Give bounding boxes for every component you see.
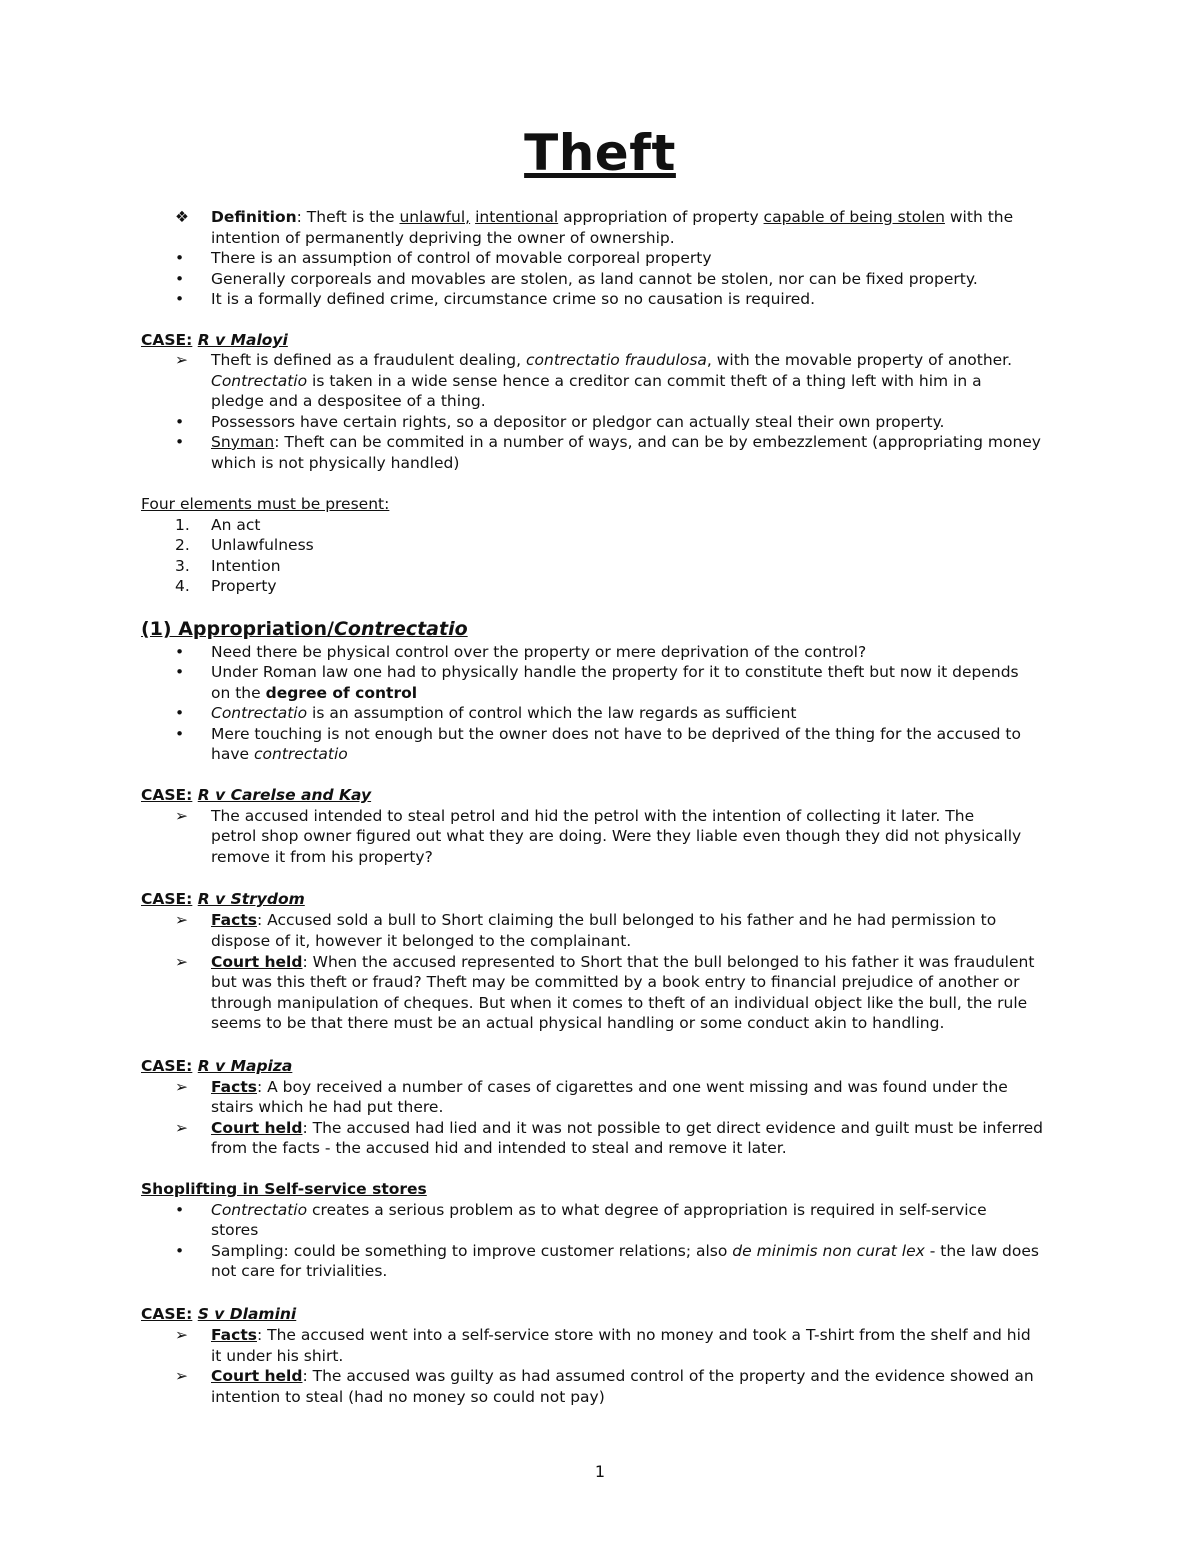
- case-bullet: Possessors have certain rights, so a depositor or pledgor can actually steal their own property.: [211, 413, 945, 431]
- page-number: 1: [594, 1462, 606, 1481]
- case-facts: Facts: The accused went into a self-service store with no money and took a T-shirt from the shelf and hid: [211, 1326, 1031, 1344]
- section-bullet-cont: stores: [211, 1221, 259, 1239]
- page-title: Theft: [524, 124, 676, 182]
- case-text: remove it from his property?: [211, 848, 433, 866]
- case-held-cont: through manipulation of cheques. But when it comes to theft of an individual object like the bull, the rule: [211, 994, 1028, 1012]
- bullet-icon: •: [175, 413, 185, 431]
- case-heading-strydom: CASE: R v Strydom: [141, 890, 305, 908]
- case-heading-carelse: CASE: R v Carelse and Kay: [141, 786, 372, 804]
- arrow-bullet-icon: ➢: [175, 911, 188, 929]
- case-held-cont: intention to steal (had no money so could not pay): [211, 1388, 605, 1406]
- list-item: Unlawfulness: [211, 536, 314, 554]
- bullet-icon: •: [175, 1242, 185, 1260]
- case-held: Court held: When the accused represented to Short that the bull belonged to his father it was fraudulent: [211, 953, 1035, 971]
- case-held: Court held: The accused was guilty as had assumed control of the property and the evidence showed an: [211, 1367, 1034, 1385]
- case-held-cont: seems to be that there must be an actual physical handling or some conduct akin to handling.: [211, 1014, 945, 1032]
- elements-label: Four elements must be present:: [141, 495, 390, 513]
- case-text: pledge and a despositee of a thing.: [211, 392, 486, 410]
- section-heading-appropriation: (1) Appropriation/Contrectatio: [141, 618, 468, 640]
- bullet-icon: •: [175, 643, 185, 661]
- bullet-icon: •: [175, 1201, 185, 1219]
- case-bullet-cont: which is not physically handled): [211, 454, 460, 472]
- list-item: Property: [211, 577, 277, 595]
- definition-line: Definition: Theft is the unlawful, intentional appropriation of property capable of being stolen with the: [211, 208, 1014, 226]
- section-bullet: Contrectatio is an assumption of control which the law regards as sufficient: [211, 704, 797, 722]
- arrow-bullet-icon: ➢: [175, 953, 188, 971]
- case-facts: Facts: A boy received a number of cases of cigarettes and one went missing and was found under the: [211, 1078, 1008, 1096]
- case-bullet: Snyman: Theft can be commited in a number of ways, and can be by embezzlement (appropriating money: [211, 433, 1041, 451]
- case-text: Theft is defined as a fraudulent dealing, contrectatio fraudulosa, with the movable property of another.: [211, 351, 1013, 369]
- case-facts: Facts: Accused sold a bull to Short claiming the bull belonged to his father and he had permission to: [211, 911, 997, 929]
- diamond-bullet-icon: ❖: [175, 208, 189, 226]
- case-text: petrol shop owner figured out what they are doing. Were they liable even though they did not physically: [211, 827, 1022, 845]
- list-item: An act: [211, 516, 261, 534]
- definition-label: Definition: [211, 208, 297, 226]
- bullet-icon: •: [175, 249, 185, 267]
- section-bullet: Mere touching is not enough but the owner does not have to be deprived of the thing for the accused to: [211, 725, 1021, 743]
- case-held: Court held: The accused had lied and it was not possible to get direct evidence and guilt must be inferred: [211, 1119, 1044, 1137]
- intro-bullet: There is an assumption of control of movable corporeal property: [211, 249, 712, 267]
- section-bullet-cont: not care for trivialities.: [211, 1262, 388, 1280]
- definition-line-2: intention of permanently depriving the owner of ownership.: [211, 229, 675, 247]
- case-text: The accused intended to steal petrol and hid the petrol with the intention of collecting it later. The: [211, 807, 975, 825]
- section-bullet: Sampling: could be something to improve customer relations; also de minimis non curat lex - the law does: [211, 1242, 1039, 1260]
- arrow-bullet-icon: ➢: [175, 351, 188, 369]
- case-held-cont: but was this theft or fraud? Theft may be committed by a book entry to financial prejudice of another or: [211, 973, 1020, 991]
- bullet-icon: •: [175, 290, 185, 308]
- list-item: Intention: [211, 557, 281, 575]
- arrow-bullet-icon: ➢: [175, 807, 188, 825]
- case-facts-cont: dispose of it, however it belonged to the complainant.: [211, 932, 632, 950]
- case-text: Contrectatio is taken in a wide sense hence a creditor can commit theft of a thing left with him in a: [211, 372, 982, 390]
- section-bullet: Contrectatio creates a serious problem as to what degree of appropriation is required in self-service: [211, 1201, 987, 1219]
- arrow-bullet-icon: ➢: [175, 1119, 188, 1137]
- case-held-cont: from the facts - the accused hid and intended to steal and remove it later.: [211, 1139, 787, 1157]
- case-heading-maloyi: CASE: R v Maloyi: [141, 331, 288, 349]
- bullet-icon: •: [175, 704, 185, 722]
- case-heading-mapiza: CASE: R v Mapiza: [141, 1057, 293, 1075]
- section-bullet-cont: on the degree of control: [211, 684, 418, 702]
- bullet-icon: •: [175, 725, 185, 743]
- case-heading-dlamini: CASE: S v Dlamini: [141, 1305, 297, 1323]
- bullet-icon: •: [175, 663, 185, 681]
- section-bullet: Under Roman law one had to physically handle the property for it to constitute theft but now it depends: [211, 663, 1019, 681]
- arrow-bullet-icon: ➢: [175, 1367, 188, 1385]
- intro-bullet: It is a formally defined crime, circumstance crime so no causation is required.: [211, 290, 816, 308]
- section-bullet: Need there be physical control over the property or mere deprivation of the control?: [211, 643, 867, 661]
- list-number: 4.: [175, 577, 190, 595]
- list-number: 3.: [175, 557, 190, 575]
- case-facts-cont: stairs which he had put there.: [211, 1098, 444, 1116]
- list-number: 1.: [175, 516, 190, 534]
- list-number: 2.: [175, 536, 190, 554]
- bullet-icon: •: [175, 433, 185, 451]
- bullet-icon: •: [175, 270, 185, 288]
- section-bullet-cont: have contrectatio: [211, 745, 348, 763]
- arrow-bullet-icon: ➢: [175, 1326, 188, 1344]
- intro-bullet: Generally corporeals and movables are stolen, as land cannot be stolen, nor can be fixed property.: [211, 270, 978, 288]
- arrow-bullet-icon: ➢: [175, 1078, 188, 1096]
- case-facts-cont: it under his shirt.: [211, 1347, 344, 1365]
- section-heading-shoplifting: Shoplifting in Self-service stores: [141, 1180, 427, 1198]
